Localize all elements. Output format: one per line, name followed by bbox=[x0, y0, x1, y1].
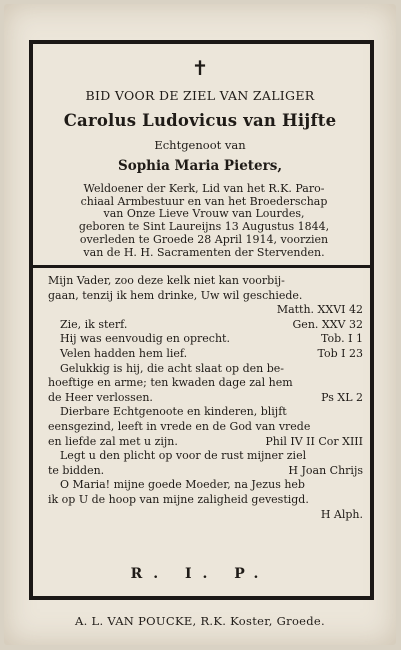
verse-reference: Ps XL 2 bbox=[321, 390, 363, 404]
verse-reference: Tob I 23 bbox=[317, 346, 363, 360]
cross-icon: ✝ bbox=[191, 56, 209, 80]
verse-reference: H Joan Chrijs bbox=[288, 463, 363, 477]
verse-line: Dierbare Echtgenoote en kinderen, blijft bbox=[60, 405, 287, 419]
header-text: BID VOOR DE ZIEL VAN ZALIGER bbox=[85, 88, 315, 103]
printer-footer: A. L. VAN POUCKE, R.K. Koster, Groede. bbox=[75, 614, 325, 628]
divider-line bbox=[33, 265, 370, 268]
spouse-label: Echtgenoot van bbox=[154, 138, 246, 152]
verse-row bbox=[48, 391, 363, 406]
verse-line: Zie, ik sterf. bbox=[60, 317, 128, 331]
bio-line: chiaal Armbestuur en van het Broederschap bbox=[80, 194, 328, 208]
bio-line: van Onze Lieve Vrouw van Lourdes, bbox=[103, 207, 305, 221]
verse-line: Legt u den plicht op voor de rust mijner ziel bbox=[60, 449, 307, 463]
verse-row bbox=[48, 318, 363, 333]
verse-line: te bidden. bbox=[48, 463, 105, 477]
bio-line: geboren te Sint Laureijns 13 Augustus 1844, bbox=[78, 220, 330, 234]
verse-reference: H Alph. bbox=[320, 507, 363, 521]
spouse-name: Sophia Maria Pieters, bbox=[117, 158, 283, 174]
verse-reference: Gen. XXV 32 bbox=[292, 317, 363, 331]
verses-block bbox=[48, 274, 363, 522]
verse-row bbox=[48, 435, 363, 450]
verse-line: O Maria! mijne goede Moeder, na Jezus heb bbox=[60, 478, 305, 492]
verse-row bbox=[48, 464, 363, 479]
verse-line: de Heer verlossen. bbox=[48, 390, 153, 404]
memorial-card bbox=[4, 4, 396, 645]
verse-line: en liefde zal met u zijn. bbox=[48, 434, 178, 448]
verse-reference: Phil IV II Cor XIII bbox=[265, 434, 363, 448]
verse-line: Hij was eenvoudig en oprecht. bbox=[60, 332, 230, 346]
verse-line: gaan, tenzij ik hem drinke, Uw wil geschiede. bbox=[48, 288, 303, 302]
bio-line: van de H. H. Sacramenten der Stervenden. bbox=[83, 245, 325, 259]
verse-row bbox=[48, 347, 363, 362]
verse-line: ik op U de hoop van mijne zaligheid gevestigd. bbox=[48, 492, 309, 506]
deceased-name: Carolus Ludovicus van Hijfte bbox=[63, 111, 337, 130]
verse-reference: Tob. I 1 bbox=[321, 332, 363, 346]
verse-line: hoeftige en arme; ten kwaden dage zal hem bbox=[48, 376, 293, 390]
bio-line: Weldoener der Kerk, Lid van het R.K. Paro- bbox=[83, 182, 325, 195]
verse-reference: Matth. XXVI 42 bbox=[276, 303, 363, 317]
verse-line: Mijn Vader, zoo deze kelk niet kan voorbij- bbox=[48, 274, 285, 287]
verse-line: Gelukkig is hij, die acht slaat op den be- bbox=[60, 361, 284, 375]
biography bbox=[48, 183, 360, 259]
verse-line: eensgezind, leeft in vrede en de God van vrede bbox=[48, 419, 311, 433]
verse-row bbox=[48, 332, 363, 347]
verse-line: Velen hadden hem lief. bbox=[60, 346, 188, 360]
bio-line: overleden te Groede 28 April 1914, voorzien bbox=[79, 232, 329, 246]
rip-text: R. I. P. bbox=[130, 566, 270, 582]
